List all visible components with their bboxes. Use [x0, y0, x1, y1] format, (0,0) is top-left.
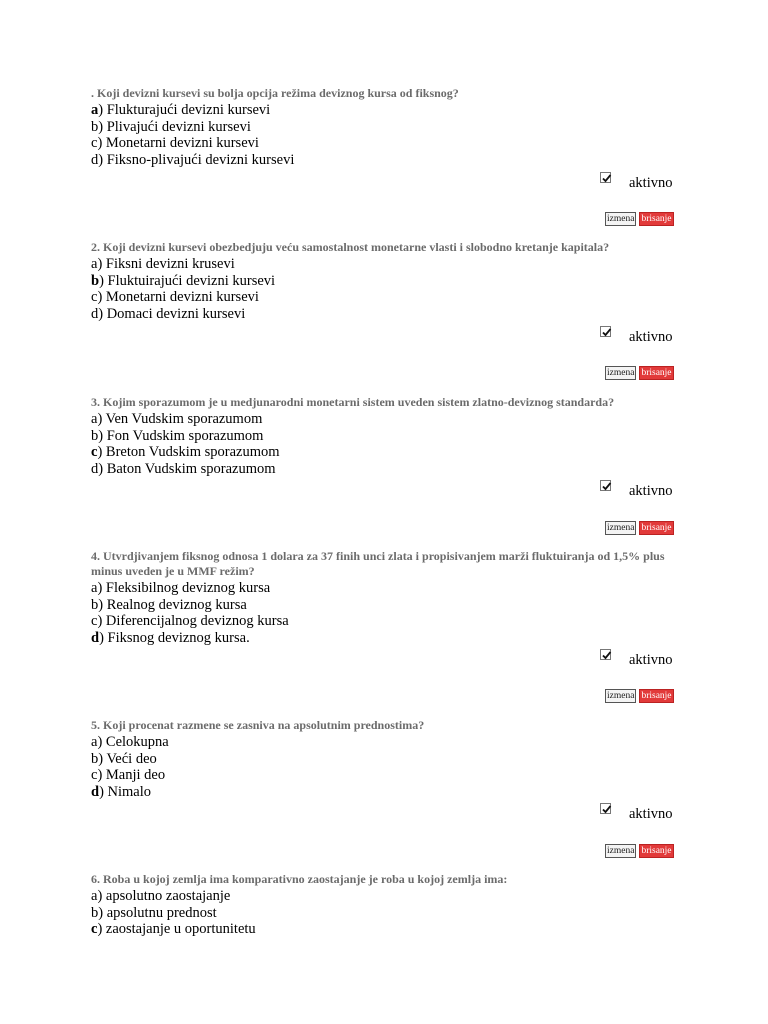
delete-button[interactable]: brisanje — [641, 523, 672, 533]
answer-option — [91, 613, 691, 630]
option-text: ) Plivajući devizni kursevi — [98, 118, 251, 135]
option-text: ) Diferencijalnog deviznog kursa — [97, 613, 289, 630]
question-title: 2. Koji devizni kursevi obezbedjuju veću samostalnost monetarne vlasti i slobodno kretanje kapitala? — [91, 240, 610, 254]
answer-option — [91, 767, 691, 784]
active-row — [600, 649, 720, 669]
option-letter: d — [91, 629, 100, 646]
action-buttons — [605, 521, 674, 535]
active-checkbox[interactable] — [600, 803, 611, 814]
edit-button[interactable]: izmena — [607, 846, 635, 856]
active-checkbox[interactable] — [600, 480, 611, 491]
answer-option — [91, 444, 691, 461]
question-block — [91, 395, 691, 477]
option-text: ) apsolutno zaostajanje — [97, 888, 231, 904]
active-label: aktivno — [629, 652, 673, 668]
option-text: ) Nimalo — [99, 783, 152, 800]
option-text: ) Manji deo — [97, 767, 166, 784]
active-row — [600, 172, 720, 192]
option-letter: c — [91, 767, 98, 784]
option-text: ) Fiksnog deviznog kursa. — [99, 629, 250, 646]
check-icon — [601, 481, 612, 492]
option-letter: b — [91, 904, 99, 921]
question-block — [91, 718, 691, 800]
edit-button[interactable]: izmena — [607, 214, 635, 224]
option-text: ) Monetarni devizni kursevi — [97, 289, 259, 306]
question-title: 3. Kojim sporazumom je u medjunarodni monetarni sistem uveden sistem zlatno-deviznog standarda? — [91, 395, 615, 409]
answer-option — [91, 411, 691, 428]
answer-option — [91, 905, 691, 922]
answer-option — [91, 630, 691, 647]
answer-option — [91, 289, 691, 306]
option-letter: d — [91, 460, 99, 477]
edit-button[interactable]: izmena — [607, 691, 635, 701]
option-text: ) Breton Vudskim sporazumom — [97, 444, 280, 461]
answer-option — [91, 428, 691, 445]
option-text: ) Baton Vudskim sporazumom — [98, 460, 276, 477]
question-block — [91, 240, 691, 322]
answer-option — [91, 597, 691, 614]
option-letter: b — [91, 118, 99, 135]
option-letter: a — [91, 256, 98, 272]
option-text: ) Fiksno-plivajući devizni kursevi — [98, 151, 295, 168]
active-checkbox[interactable] — [600, 649, 611, 660]
check-icon — [601, 804, 612, 815]
option-text: ) Celokupna — [97, 734, 169, 750]
option-letter: a — [91, 888, 98, 904]
option-text: ) Flukturajući devizni kursevi — [98, 102, 271, 118]
option-letter: b — [91, 272, 100, 289]
answer-option — [91, 461, 691, 478]
answer-option — [91, 256, 691, 273]
answer-option — [91, 921, 691, 938]
question-block — [91, 872, 691, 938]
active-checkbox[interactable] — [600, 326, 611, 337]
answer-option — [91, 273, 691, 290]
active-row — [600, 480, 720, 500]
action-buttons — [605, 689, 674, 703]
question-title: . Koji devizni kursevi su bolja opcija režima deviznog kursa od fiksnog? — [91, 86, 459, 100]
active-row — [600, 326, 720, 346]
option-letter: a — [91, 734, 98, 750]
option-letter: a — [91, 580, 98, 596]
answer-option — [91, 306, 691, 323]
check-icon — [601, 173, 612, 184]
answer-option — [91, 152, 691, 169]
option-text: ) zaostajanje u oportunitetu — [97, 921, 256, 938]
option-text: ) Fon Vudskim sporazumom — [98, 427, 264, 444]
option-letter: d — [91, 305, 99, 322]
answer-option — [91, 734, 691, 751]
option-text: ) Fluktuirajući devizni kursevi — [99, 272, 276, 289]
question-title: 6. Roba u kojoj zemlja ima komparativno zaostajanje je roba u kojoj zemlja ima: — [91, 872, 508, 886]
check-icon — [601, 327, 612, 338]
option-letter: b — [91, 596, 99, 613]
delete-button[interactable]: brisanje — [641, 214, 672, 224]
option-letter: d — [91, 151, 99, 168]
answer-option — [91, 888, 691, 905]
option-letter: c — [91, 613, 98, 630]
answer-option — [91, 135, 691, 152]
option-letter: a — [91, 102, 99, 118]
option-text: ) Monetarni devizni kursevi — [97, 135, 259, 152]
active-label: aktivno — [629, 175, 673, 191]
active-row — [600, 803, 720, 823]
check-icon — [601, 650, 612, 661]
option-text: ) Fleksibilnog deviznog kursa — [97, 580, 271, 596]
answer-option — [91, 119, 691, 136]
option-letter: b — [91, 427, 99, 444]
option-text: ) Ven Vudskim sporazumom — [97, 411, 263, 427]
answer-option — [91, 784, 691, 801]
delete-button[interactable]: brisanje — [641, 691, 672, 701]
edit-button[interactable]: izmena — [607, 368, 635, 378]
option-letter: a — [91, 411, 98, 427]
active-checkbox[interactable] — [600, 172, 611, 183]
option-text: ) Fiksni devizni krusevi — [97, 256, 235, 272]
option-letter: c — [91, 921, 98, 938]
answer-option — [91, 751, 691, 768]
question-title: 5. Koji procenat razmene se zasniva na apsolutnim prednostima? — [91, 718, 425, 732]
option-text: ) Realnog deviznog kursa — [98, 596, 247, 613]
action-buttons — [605, 212, 674, 226]
option-letter: c — [91, 444, 98, 461]
delete-button[interactable]: brisanje — [641, 846, 672, 856]
delete-button[interactable]: brisanje — [641, 368, 672, 378]
action-buttons — [605, 844, 674, 858]
action-buttons — [605, 366, 674, 380]
question-block — [91, 549, 691, 646]
question-title: 4. Utvrdjivanjem fiksnog odnosa 1 dolara za 37 finih unci zlata i propisivanjem marži fluktuiranja od 1,5% plus minus uveden je u MMF režim? — [91, 549, 665, 578]
option-letter: b — [91, 750, 99, 767]
question-block — [91, 86, 691, 168]
option-letter: d — [91, 783, 100, 800]
active-label: aktivno — [629, 329, 673, 345]
option-letter: c — [91, 135, 98, 152]
answer-option — [91, 580, 691, 597]
option-text: ) apsolutnu prednost — [98, 904, 217, 921]
option-text: ) Domaci devizni kursevi — [98, 305, 246, 322]
edit-button[interactable]: izmena — [607, 523, 635, 533]
answer-option — [91, 102, 691, 119]
active-label: aktivno — [629, 806, 673, 822]
option-text: ) Veći deo — [98, 750, 157, 767]
active-label: aktivno — [629, 483, 673, 499]
option-letter: c — [91, 289, 98, 306]
